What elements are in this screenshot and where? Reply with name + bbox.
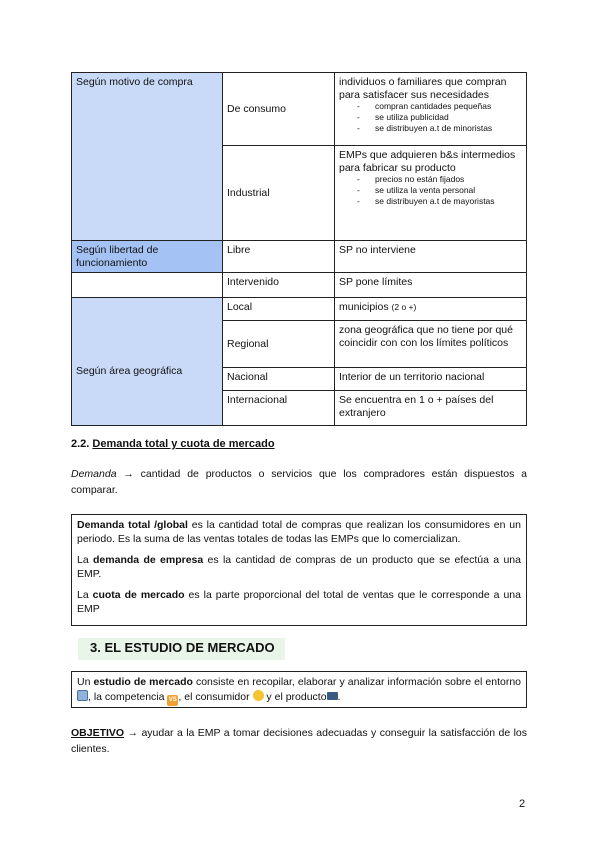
laptop-icon bbox=[327, 692, 338, 700]
market-classification-table bbox=[71, 72, 527, 426]
consumo-list bbox=[339, 101, 522, 134]
subtype-cell: Industrial bbox=[223, 146, 335, 241]
category-cell-motivo: Según motivo de compra bbox=[72, 73, 223, 241]
industrial-list bbox=[339, 174, 522, 207]
versus-icon: VS bbox=[167, 695, 178, 706]
demanda-definition: Demanda → cantidad de productos o servicios que los compradores están dispuestos a comparar. bbox=[71, 468, 528, 496]
list-item: - se distribuyen a.t de minoristas bbox=[357, 123, 522, 134]
subtype-cell: Intervenido bbox=[223, 273, 335, 298]
category-cell-empty bbox=[72, 273, 223, 298]
paragraph: La demanda de empresa es la cantidad de compras de un producto que se efectúa a una EMP. bbox=[77, 554, 521, 580]
table-row bbox=[72, 73, 527, 146]
table-row bbox=[72, 273, 527, 298]
section-heading-2-2: 2.2. Demanda total y cuota de mercado bbox=[71, 438, 275, 450]
description-cell: Interior de un territorio nacional bbox=[335, 368, 527, 391]
description-cell: SP pone límites bbox=[335, 273, 527, 298]
subtype-cell: De consumo bbox=[223, 73, 335, 146]
description-cell: EMPs que adquieren b&s intermedios para fabricar su producto - precios no están fijados - se utiliza la venta personal - se distribuyen a.t de mayoristas bbox=[335, 146, 527, 241]
table-row bbox=[72, 241, 527, 273]
description-cell: SP no interviene bbox=[335, 241, 527, 273]
subtype-cell: Nacional bbox=[223, 368, 335, 391]
estudio-mercado-box: Un estudio de mercado consiste en recopilar, elaborar y analizar información sobre el entorno , la competencia VS , el consumidor y el producto . bbox=[71, 671, 527, 708]
table-row bbox=[72, 298, 527, 321]
list-item: - se utiliza publicidad bbox=[357, 112, 522, 123]
subtype-cell: Local bbox=[223, 298, 335, 321]
subtype-cell: Regional bbox=[223, 321, 335, 368]
subtype-cell: Internacional bbox=[223, 391, 335, 426]
list-item: - se distribuyen a.t de mayoristas bbox=[357, 196, 522, 207]
definitions-box bbox=[71, 514, 527, 626]
consumer-icon bbox=[253, 690, 264, 701]
category-cell-area: Según área geográfica bbox=[72, 298, 223, 426]
objetivo-paragraph: OBJETIVO → ayudar a la EMP a tomar decisiones adecuadas y conseguir la satisfacción de los clientes. bbox=[71, 727, 527, 755]
description-cell: zona geográfica que no tiene por qué coincidir con con los límites políticos bbox=[335, 321, 527, 368]
category-cell-libertad: Según libertad de funcionamiento bbox=[72, 241, 223, 273]
subtype-cell: Libre bbox=[223, 241, 335, 273]
description-cell: Se encuentra en 1 o + países del extranjero bbox=[335, 391, 527, 426]
page-number: 2 bbox=[519, 798, 526, 810]
list-item: - se utiliza la venta personal bbox=[357, 185, 522, 196]
description-cell: individuos o familiares que compran para satisfacer sus necesidades - compran cantidades pequeñas - se utiliza publicidad - se distribuyen a.t de minoristas bbox=[335, 73, 527, 146]
paragraph: La cuota de mercado es la parte proporcional del total de ventas que le corresponde a una EMP bbox=[77, 589, 521, 615]
environment-icon bbox=[77, 690, 88, 701]
list-item: - compran cantidades pequeñas bbox=[357, 101, 522, 112]
paragraph: Demanda total /global es la cantidad total de compras que realizan los consumidores en un periodo. Es la suma de las ventas totales de todas las EMPs que lo comercializan. bbox=[77, 519, 521, 545]
list-item: - precios no están fijados bbox=[357, 174, 522, 185]
section-heading-3: 3. EL ESTUDIO DE MERCADO bbox=[78, 638, 285, 660]
description-cell: municipios (2 o +) bbox=[335, 298, 527, 321]
